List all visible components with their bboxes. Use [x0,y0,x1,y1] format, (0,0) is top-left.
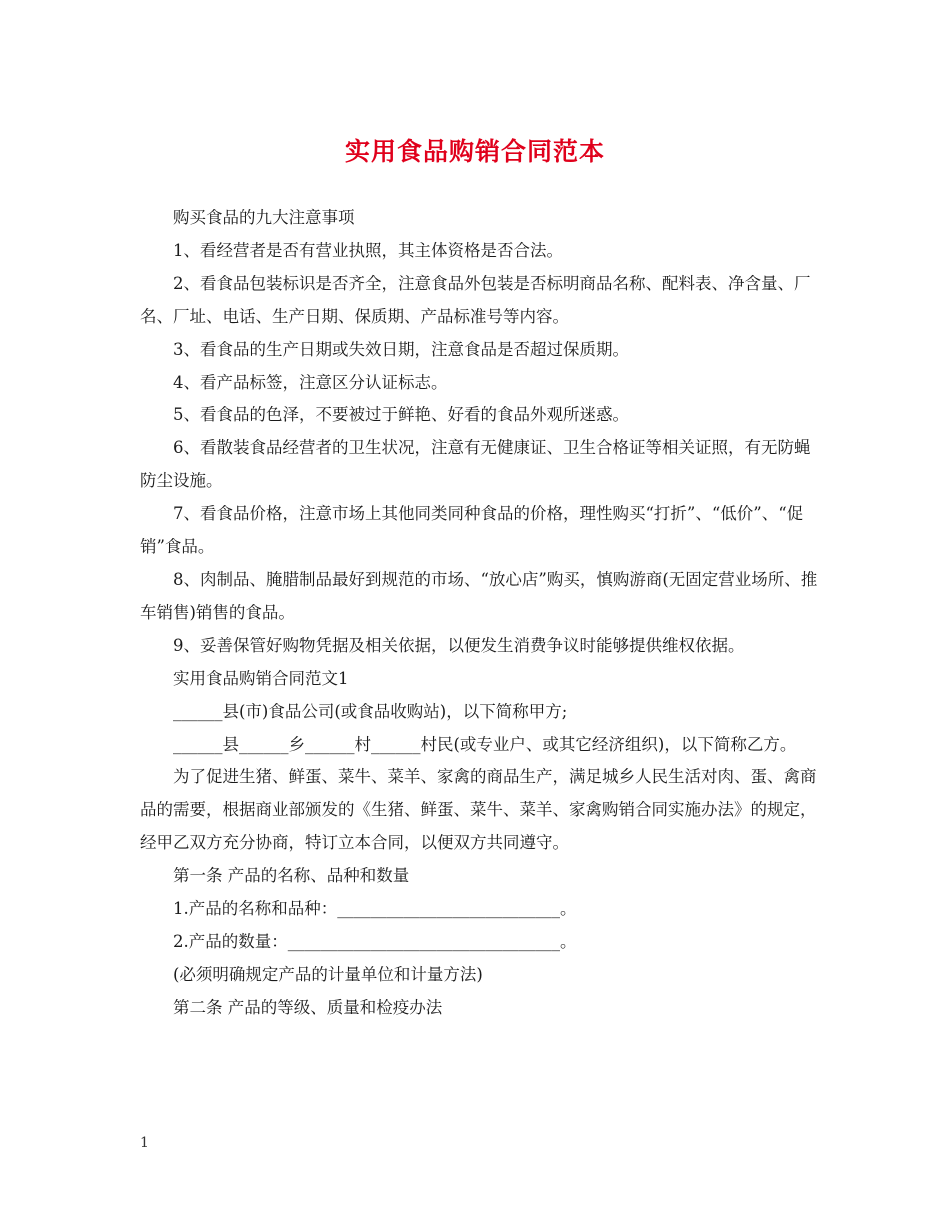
paragraph-item-5: 5、看食品的色泽，不要被过于鲜艳、好看的食品外观所迷惑。 [173,405,629,425]
paragraph-item-2: 2、看食品包装标识是否齐全，注意食品外包装是否标明商品名称、配料表、净含量、厂名、厂址、电话、生产日期、保质期、产品标准号等内容。 [140,273,811,326]
paragraph-item-4: 4、看产品标签，注意区分认证标志。 [173,372,448,392]
paragraph-article-1-note: (必须明确规定产品的计量单位和计量方法) [173,964,483,984]
document-title: 实用食品购销合同范本 [344,137,605,166]
paragraph-item-9: 9、妥善保管好购物凭据及相关依据，以便发生消费争议时能够提供维权依据。 [173,635,745,655]
paragraph-contract-heading: 实用食品购销合同范文1 [173,668,349,688]
paragraph-item-3: 3、看食品的生产日期或失效日期，注意食品是否超过保质期。 [173,339,629,359]
page-number: 1 [140,1135,149,1151]
paragraph-party-a: ______县(市)食品公司(或食品收购站)，以下简称甲方; [173,701,568,721]
paragraph-item-1: 1、看经营者是否有营业执照，其主体资格是否合法。 [173,240,563,260]
paragraph-article-2: 第二条 产品的等级、质量和检疫办法 [173,997,443,1017]
paragraph-article-1-item-2: 2.产品的数量：_________________________________。 [173,931,577,951]
paragraph-item-6: 6、看散装食品经营者的卫生状况，注意有无健康证、卫生合格证等相关证照，有无防蝇防尘设施。 [140,438,811,491]
paragraph-item-7: 7、看食品价格，注意市场上其他同类同种食品的价格，理性购买“打折”、“低价”、“促销”食品。 [140,504,804,557]
paragraph-section-heading: 购买食品的九大注意事项 [173,208,355,227]
paragraph-preamble: 为了促进生猪、鲜蛋、菜牛、菜羊、家禽的商品生产，满足城乡人民生活对肉、蛋、禽商品的需要，根据商业部颁发的《生猪、鲜蛋、菜牛、菜羊、家禽购销合同实施办法》的规定，经甲乙双方充分协商，特订立本合同，以便双方共同遵守。 [140,767,817,853]
document-body [140,202,820,1025]
paragraph-article-1-item-1: 1.产品的名称和品种：___________________________。 [173,899,577,919]
paragraph-item-8: 8、肉制品、腌腊制品最好到规范的市场、“放心店”购买，慎购游商(无固定营业场所、推车销售)销售的食品。 [140,569,818,622]
paragraph-article-1: 第一条 产品的名称、品种和数量 [173,866,410,886]
paragraph-party-b: ______县______乡______村______村民(或专业户、或其它经济组织)，以下简称乙方。 [173,734,797,754]
